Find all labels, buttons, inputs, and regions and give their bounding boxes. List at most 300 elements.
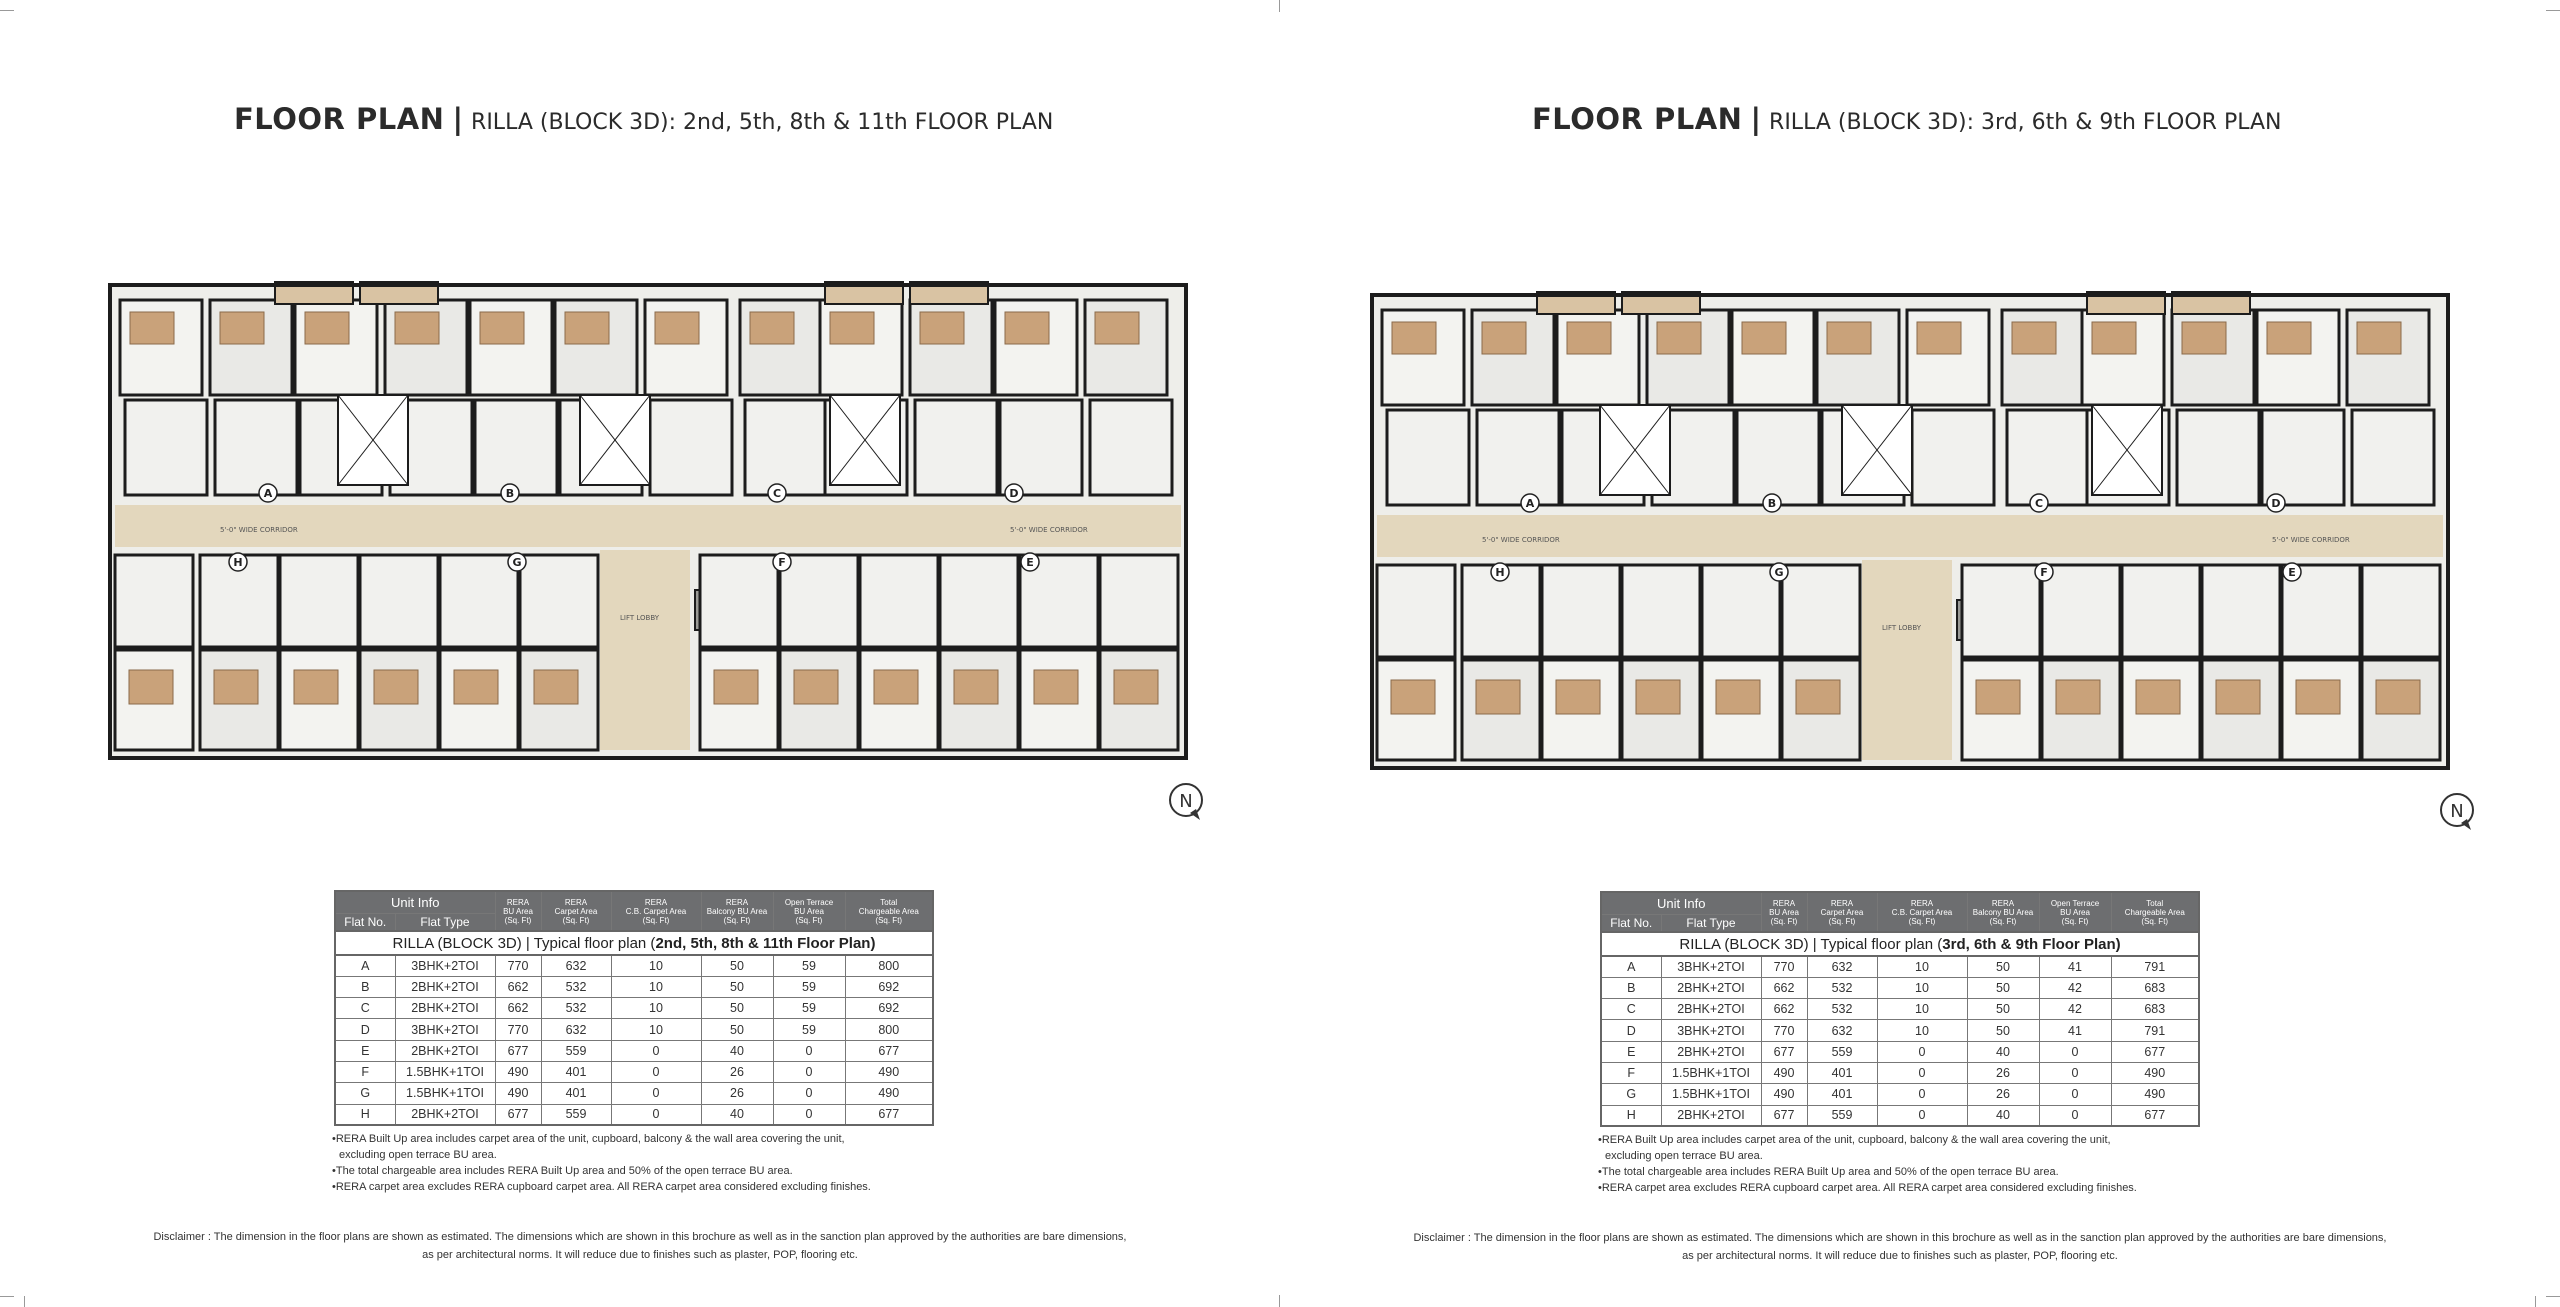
total-chargeable-cell: 677 — [2111, 1041, 2199, 1062]
rera-bu-cell: 490 — [1761, 1062, 1807, 1083]
floor-plan — [1362, 280, 2458, 778]
unit-label: G — [512, 556, 522, 569]
unit-label: B — [1767, 497, 1777, 510]
rera-bu-cell: 770 — [1761, 1020, 1807, 1041]
rera-cb-cell: 10 — [1877, 1020, 1967, 1041]
note-line: excluding open terrace BU area. — [1605, 1150, 1763, 1162]
rera-carpet-header: RERA Carpet Area (Sq. Ft) — [1807, 892, 1877, 932]
bed-icon — [480, 312, 524, 344]
bed-icon — [454, 670, 498, 704]
rera-bu-header: RERA BU Area (Sq. Ft) — [495, 891, 541, 931]
disclaimer — [1300, 1229, 2500, 1265]
rera-cb-cell: 10 — [1877, 956, 1967, 977]
flat-no-cell: C — [335, 998, 395, 1019]
bed-icon — [1567, 322, 1611, 354]
bed-icon — [1742, 322, 1786, 354]
bed-icon — [2267, 322, 2311, 354]
total-chargeable-cell: 490 — [2111, 1062, 2199, 1083]
rera-cb-cell: 0 — [611, 1083, 701, 1104]
room — [1387, 410, 1469, 505]
room — [700, 555, 778, 647]
unit-label: E — [1026, 556, 1034, 569]
rera-balcony-cell: 26 — [701, 1083, 773, 1104]
room — [2202, 565, 2280, 657]
flat-no-cell: D — [335, 1019, 395, 1040]
rera-cb-cell: 0 — [1877, 1062, 1967, 1083]
bed-icon — [714, 670, 758, 704]
room — [1477, 410, 1559, 505]
table-caption: RILLA (BLOCK 3D) | Typical floor plan (3rd, 6th & 9th Floor Plan) — [1601, 932, 2199, 956]
bed-icon — [220, 312, 264, 344]
flat-no-cell: A — [335, 955, 395, 976]
page-title — [234, 102, 1053, 136]
rera-balcony-cell: 50 — [701, 1019, 773, 1040]
disclaimer-line: Disclaimer : The dimension in the floor plans are shown as estimated. The dimensions which are shown in this brochure as well as in the sanction plan approved by the authorities are bare dimensions, — [153, 1231, 1127, 1243]
disclaimer-line: as per architectural norms. It will reduce due to finishes such as plaster, POP, flooring etc. — [422, 1249, 858, 1261]
total-chargeable-cell: 683 — [2111, 999, 2199, 1020]
rera-carpet-cell: 401 — [541, 1061, 611, 1082]
flat-type-cell: 3BHK+2TOI — [1661, 956, 1761, 977]
rera-balcony-cell: 50 — [701, 976, 773, 997]
room — [125, 400, 207, 495]
room — [860, 555, 938, 647]
rera-bu-cell: 662 — [1761, 977, 1807, 998]
rera-carpet-cell: 401 — [1807, 1084, 1877, 1105]
unit-label: A — [1525, 497, 1535, 510]
total-chargeable-cell: 490 — [845, 1061, 933, 1082]
table-row — [1601, 1041, 2199, 1062]
rera-cb-cell: 0 — [611, 1061, 701, 1082]
rera-cb-cell: 10 — [611, 1019, 701, 1040]
room — [1542, 565, 1620, 657]
unit-label: B — [505, 487, 515, 500]
room — [940, 555, 1018, 647]
rera-cb-cell: 0 — [611, 1040, 701, 1061]
bed-icon — [374, 670, 418, 704]
open-terrace-header: Open Terrace BU Area (Sq. Ft) — [773, 891, 845, 931]
rera-carpet-cell: 401 — [1807, 1062, 1877, 1083]
unit-label: A — [263, 487, 273, 500]
lift-lobby-label: LIFT LOBBY — [1882, 624, 1922, 632]
rera-balcony-cell: 50 — [1967, 999, 2039, 1020]
north-label: N — [1179, 791, 1193, 812]
open-terrace-cell: 59 — [773, 998, 845, 1019]
total-chargeable-cell: 490 — [845, 1083, 933, 1104]
room — [2007, 410, 2089, 505]
room — [1000, 400, 1082, 495]
lift-lobby-label: LIFT LOBBY — [620, 614, 660, 622]
note-line: •RERA carpet area excludes RERA cupboard carpet area. All RERA carpet area considered excluding finishes. — [1598, 1182, 2137, 1194]
flat-type-header: Flat Type — [395, 913, 495, 931]
bed-icon — [1917, 322, 1961, 354]
rera-cb-cell: 10 — [1877, 999, 1967, 1020]
rera-balcony-cell: 50 — [701, 998, 773, 1019]
bed-icon — [2056, 680, 2100, 714]
bed-icon — [2216, 680, 2260, 714]
corridor-label: 5'-0" WIDE CORRIDOR — [1010, 526, 1088, 534]
notes — [332, 1131, 871, 1195]
open-terrace-cell: 41 — [2039, 1020, 2111, 1041]
rera-bu-cell: 662 — [495, 976, 541, 997]
rera-bu-cell: 662 — [495, 998, 541, 1019]
rera-balcony-cell: 26 — [1967, 1062, 2039, 1083]
north-label: N — [2450, 801, 2464, 822]
flat-no-cell: A — [1601, 956, 1661, 977]
bed-icon — [2296, 680, 2340, 714]
open-terrace-cell: 0 — [773, 1104, 845, 1125]
rera-bu-cell: 677 — [1761, 1041, 1807, 1062]
unit-label: H — [233, 556, 243, 569]
bed-icon — [1391, 680, 1435, 714]
lift-lobby — [1862, 560, 1952, 760]
unit-label: E — [2288, 566, 2296, 579]
flat-type-cell: 2BHK+2TOI — [1661, 1041, 1761, 1062]
note-line: •The total chargeable area includes RERA Built Up area and 50% of the open terrace BU area. — [332, 1165, 793, 1177]
rera-carpet-cell: 632 — [1807, 956, 1877, 977]
rera-bu-cell: 490 — [1761, 1084, 1807, 1105]
bed-icon — [1716, 680, 1760, 714]
room — [1782, 565, 1860, 657]
flat-type-cell: 2BHK+2TOI — [395, 1040, 495, 1061]
total-chargeable-cell: 800 — [845, 1019, 933, 1040]
table-row — [1601, 977, 2199, 998]
rera-cb-cell: 10 — [611, 998, 701, 1019]
rera-bu-cell: 490 — [495, 1061, 541, 1082]
open-terrace-cell: 0 — [773, 1083, 845, 1104]
bed-icon — [130, 312, 174, 344]
rera-carpet-cell: 532 — [1807, 977, 1877, 998]
north-arrow-icon — [2437, 790, 2477, 830]
flat-no-cell: E — [335, 1040, 395, 1061]
room — [1622, 565, 1700, 657]
rera-carpet-cell: 632 — [541, 955, 611, 976]
unit-label: G — [1774, 566, 1784, 579]
rera-balcony-cell: 40 — [701, 1104, 773, 1125]
area-table — [1600, 891, 2200, 1127]
flat-type-cell: 3BHK+2TOI — [395, 1019, 495, 1040]
rera-balcony-cell: 40 — [1967, 1105, 2039, 1126]
room — [1737, 410, 1819, 505]
table-row — [335, 976, 933, 997]
rera-carpet-cell: 532 — [541, 976, 611, 997]
rera-balcony-cell: 50 — [1967, 956, 2039, 977]
room — [745, 400, 827, 495]
flat-no-cell: G — [335, 1083, 395, 1104]
rera-carpet-cell: 559 — [541, 1104, 611, 1125]
note-line: •RERA carpet area excludes RERA cupboard carpet area. All RERA carpet area considered excluding finishes. — [332, 1181, 871, 1193]
total-chargeable-header: Total Chargeable Area (Sq. Ft) — [845, 891, 933, 931]
flat-type-cell: 2BHK+2TOI — [395, 1104, 495, 1125]
rera-balcony-cell: 40 — [701, 1040, 773, 1061]
room — [915, 400, 997, 495]
bed-icon — [1556, 680, 1600, 714]
unit-info-header: Unit Info — [1601, 892, 1761, 914]
bed-icon — [305, 312, 349, 344]
rera-bu-cell: 770 — [495, 955, 541, 976]
bed-icon — [1827, 322, 1871, 354]
flat-no-cell: H — [335, 1104, 395, 1125]
room — [1377, 565, 1455, 657]
bed-icon — [2136, 680, 2180, 714]
bed-icon — [1976, 680, 2020, 714]
flat-type-cell: 2BHK+2TOI — [1661, 999, 1761, 1020]
rera-carpet-cell: 559 — [541, 1040, 611, 1061]
flat-type-cell: 3BHK+2TOI — [1661, 1020, 1761, 1041]
flat-type-cell: 3BHK+2TOI — [395, 955, 495, 976]
disclaimer-line: as per architectural norms. It will reduce due to finishes such as plaster, POP, flooring etc. — [1682, 1250, 2118, 1262]
bed-icon — [2182, 322, 2226, 354]
bed-icon — [920, 312, 964, 344]
open-terrace-header: Open Terrace BU Area (Sq. Ft) — [2039, 892, 2111, 932]
bed-icon — [750, 312, 794, 344]
unit-label: H — [1495, 566, 1505, 579]
flat-no-cell: B — [335, 976, 395, 997]
flat-no-header: Flat No. — [335, 913, 395, 931]
flat-type-cell: 1.5BHK+1TOI — [395, 1083, 495, 1104]
room — [1912, 410, 1994, 505]
room — [780, 555, 858, 647]
table-row — [1601, 956, 2199, 977]
open-terrace-cell: 59 — [773, 1019, 845, 1040]
table-row — [1601, 1105, 2199, 1126]
room — [280, 555, 358, 647]
table-body — [335, 955, 933, 1125]
total-chargeable-cell: 677 — [845, 1104, 933, 1125]
rera-bu-cell: 677 — [495, 1040, 541, 1061]
table-row — [1601, 1020, 2199, 1041]
bed-icon — [1392, 322, 1436, 354]
rera-balcony-cell: 26 — [1967, 1084, 2039, 1105]
unit-label: F — [2040, 566, 2048, 579]
flat-no-cell: H — [1601, 1105, 1661, 1126]
room — [1090, 400, 1172, 495]
bed-icon — [565, 312, 609, 344]
rera-bu-cell: 490 — [495, 1083, 541, 1104]
room — [2262, 410, 2344, 505]
total-chargeable-header: Total Chargeable Area (Sq. Ft) — [2111, 892, 2199, 932]
flat-type-cell: 1.5BHK+1TOI — [395, 1061, 495, 1082]
table-caption: RILLA (BLOCK 3D) | Typical floor plan (2nd, 5th, 8th & 11th Floor Plan) — [335, 931, 933, 955]
note-line: •RERA Built Up area includes carpet area of the unit, cupboard, balcony & the wall area covering the unit, — [1598, 1134, 2111, 1146]
open-terrace-cell: 59 — [773, 976, 845, 997]
total-chargeable-cell: 677 — [2111, 1105, 2199, 1126]
total-chargeable-cell: 800 — [845, 955, 933, 976]
room — [115, 555, 193, 647]
title-sub: RILLA (BLOCK 3D): 2nd, 5th, 8th & 11th FLOOR PLAN — [471, 110, 1054, 135]
rera-balcony-header: RERA Balcony BU Area (Sq. Ft) — [701, 891, 773, 931]
bed-icon — [2092, 322, 2136, 354]
total-chargeable-cell: 683 — [2111, 977, 2199, 998]
room — [2362, 565, 2440, 657]
bed-icon — [1636, 680, 1680, 714]
bed-icon — [1114, 670, 1158, 704]
bed-icon — [1796, 680, 1840, 714]
rera-cb-cell: 10 — [1877, 977, 1967, 998]
notes — [1598, 1132, 2137, 1196]
bed-icon — [1482, 322, 1526, 354]
room — [2122, 565, 2200, 657]
rera-cb-header: RERA C.B. Carpet Area (Sq. Ft) — [611, 891, 701, 931]
table-row — [335, 1104, 933, 1125]
rera-balcony-header: RERA Balcony BU Area (Sq. Ft) — [1967, 892, 2039, 932]
flat-no-cell: C — [1601, 999, 1661, 1020]
rera-balcony-cell: 26 — [701, 1061, 773, 1082]
open-terrace-cell: 0 — [773, 1040, 845, 1061]
bed-icon — [830, 312, 874, 344]
room — [215, 400, 297, 495]
rera-bu-header: RERA BU Area (Sq. Ft) — [1761, 892, 1807, 932]
title-separator: | — [1750, 102, 1762, 136]
flat-no-cell: F — [1601, 1062, 1661, 1083]
rera-cb-cell: 10 — [611, 976, 701, 997]
table-row — [335, 998, 933, 1019]
north-arrow-icon — [1166, 780, 1206, 820]
rera-carpet-cell: 532 — [1807, 999, 1877, 1020]
rera-carpet-cell: 632 — [541, 1019, 611, 1040]
bed-icon — [395, 312, 439, 344]
lift-lobby — [600, 550, 690, 750]
rera-bu-cell: 677 — [495, 1104, 541, 1125]
rera-balcony-cell: 50 — [701, 955, 773, 976]
disclaimer — [40, 1228, 1240, 1264]
open-terrace-cell: 0 — [2039, 1084, 2111, 1105]
bed-icon — [655, 312, 699, 344]
note-line: •RERA Built Up area includes carpet area of the unit, cupboard, balcony & the wall area covering the unit, — [332, 1133, 845, 1145]
open-terrace-cell: 41 — [2039, 956, 2111, 977]
rera-balcony-cell: 40 — [1967, 1041, 2039, 1062]
room — [520, 555, 598, 647]
rera-cb-header: RERA C.B. Carpet Area (Sq. Ft) — [1877, 892, 1967, 932]
room — [440, 555, 518, 647]
table-row — [335, 1019, 933, 1040]
page-right — [1280, 0, 2560, 1307]
corridor-label: 5'-0" WIDE CORRIDOR — [2272, 536, 2350, 544]
rera-carpet-cell: 559 — [1807, 1105, 1877, 1126]
bed-icon — [129, 670, 173, 704]
total-chargeable-cell: 692 — [845, 976, 933, 997]
table-row — [1601, 1062, 2199, 1083]
open-terrace-cell: 59 — [773, 955, 845, 976]
floor-plan — [100, 270, 1196, 768]
rera-carpet-cell: 559 — [1807, 1041, 1877, 1062]
rera-cb-cell: 0 — [1877, 1041, 1967, 1062]
flat-no-cell: F — [335, 1061, 395, 1082]
bed-icon — [794, 670, 838, 704]
bed-icon — [2357, 322, 2401, 354]
flat-type-cell: 2BHK+2TOI — [1661, 977, 1761, 998]
corridor-label: 5'-0" WIDE CORRIDOR — [220, 526, 298, 534]
note-line: excluding open terrace BU area. — [339, 1149, 497, 1161]
flat-no-cell: B — [1601, 977, 1661, 998]
rera-cb-cell: 10 — [611, 955, 701, 976]
bed-icon — [1095, 312, 1139, 344]
bed-icon — [1005, 312, 1049, 344]
rera-carpet-cell: 532 — [541, 998, 611, 1019]
table-row — [335, 1083, 933, 1104]
bed-icon — [1657, 322, 1701, 354]
table-body — [1601, 956, 2199, 1126]
unit-label: F — [778, 556, 786, 569]
title-main: FLOOR PLAN — [1532, 102, 1743, 136]
open-terrace-cell: 0 — [2039, 1062, 2111, 1083]
rera-carpet-header: RERA Carpet Area (Sq. Ft) — [541, 891, 611, 931]
rera-cb-cell: 0 — [611, 1104, 701, 1125]
rera-bu-cell: 677 — [1761, 1105, 1807, 1126]
total-chargeable-cell: 692 — [845, 998, 933, 1019]
room — [1962, 565, 2040, 657]
flat-type-cell: 2BHK+2TOI — [1661, 1105, 1761, 1126]
bed-icon — [2012, 322, 2056, 354]
unit-info-header: Unit Info — [335, 891, 495, 913]
title-separator: | — [452, 102, 464, 136]
rera-balcony-cell: 50 — [1967, 977, 2039, 998]
flat-no-cell: E — [1601, 1041, 1661, 1062]
room — [2042, 565, 2120, 657]
room — [360, 555, 438, 647]
room — [475, 400, 557, 495]
flat-type-cell: 2BHK+2TOI — [395, 976, 495, 997]
flat-type-cell: 1.5BHK+1TOI — [1661, 1084, 1761, 1105]
flat-type-cell: 2BHK+2TOI — [395, 998, 495, 1019]
room — [1702, 565, 1780, 657]
table-row — [335, 1040, 933, 1061]
rera-balcony-cell: 50 — [1967, 1020, 2039, 1041]
open-terrace-cell: 0 — [2039, 1105, 2111, 1126]
table-row — [1601, 999, 2199, 1020]
bed-icon — [294, 670, 338, 704]
page-title — [1532, 102, 2282, 136]
unit-label: D — [1009, 487, 1019, 500]
bed-icon — [874, 670, 918, 704]
total-chargeable-cell: 490 — [2111, 1084, 2199, 1105]
unit-label: C — [772, 487, 782, 500]
open-terrace-cell: 42 — [2039, 999, 2111, 1020]
corridor-label: 5'-0" WIDE CORRIDOR — [1482, 536, 1560, 544]
rera-bu-cell: 662 — [1761, 999, 1807, 1020]
flat-no-header: Flat No. — [1601, 914, 1661, 932]
rera-carpet-cell: 632 — [1807, 1020, 1877, 1041]
bed-icon — [534, 670, 578, 704]
flat-no-cell: G — [1601, 1084, 1661, 1105]
rera-bu-cell: 770 — [495, 1019, 541, 1040]
open-terrace-cell: 0 — [773, 1061, 845, 1082]
title-sub: RILLA (BLOCK 3D): 3rd, 6th & 9th FLOOR PLAN — [1769, 110, 2282, 135]
title-main: FLOOR PLAN — [234, 102, 445, 136]
rera-cb-cell: 0 — [1877, 1084, 1967, 1105]
unit-label: D — [2271, 497, 2281, 510]
table-row — [335, 1061, 933, 1082]
unit-label: C — [2034, 497, 2044, 510]
rera-cb-cell: 0 — [1877, 1105, 1967, 1126]
total-chargeable-cell: 677 — [845, 1040, 933, 1061]
note-line: •The total chargeable area includes RERA Built Up area and 50% of the open terrace BU area. — [1598, 1166, 2059, 1178]
bed-icon — [1034, 670, 1078, 704]
area-table — [334, 890, 934, 1126]
rera-carpet-cell: 401 — [541, 1083, 611, 1104]
flat-type-header: Flat Type — [1661, 914, 1761, 932]
flat-no-cell: D — [1601, 1020, 1661, 1041]
rera-bu-cell: 770 — [1761, 956, 1807, 977]
flat-type-cell: 1.5BHK+1TOI — [1661, 1062, 1761, 1083]
room — [2352, 410, 2434, 505]
room — [1100, 555, 1178, 647]
table-row — [1601, 1084, 2199, 1105]
open-terrace-cell: 42 — [2039, 977, 2111, 998]
open-terrace-cell: 0 — [2039, 1041, 2111, 1062]
total-chargeable-cell: 791 — [2111, 956, 2199, 977]
bed-icon — [2376, 680, 2420, 714]
bed-icon — [954, 670, 998, 704]
